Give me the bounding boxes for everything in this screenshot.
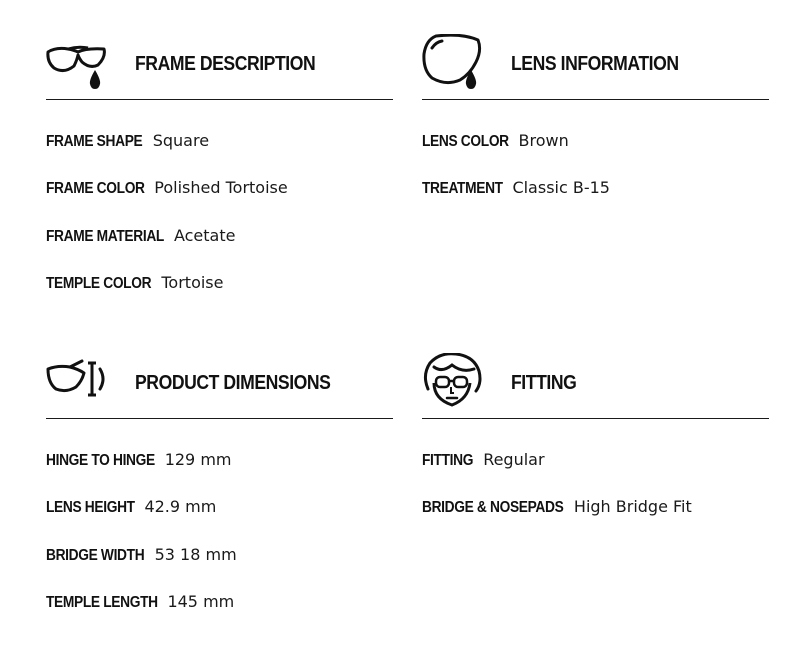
spec-label: BRIDGE WIDTH xyxy=(46,546,145,564)
spec-list xyxy=(422,130,769,225)
spec-label: FRAME COLOR xyxy=(46,180,145,198)
spec-list xyxy=(46,449,393,638)
spec-label: FRAME SHAPE xyxy=(46,133,143,150)
spec-value: Square xyxy=(152,131,210,150)
section-product-dimensions xyxy=(46,353,393,611)
spec-value: High Bridge Fit xyxy=(573,497,692,517)
section-header xyxy=(46,353,393,413)
spec-value: Regular xyxy=(483,450,545,469)
spec-row xyxy=(46,225,393,272)
spec-value: Polished Tortoise xyxy=(154,178,288,198)
spec-label: HINGE TO HINGE xyxy=(46,452,155,469)
spec-label: BRIDGE & NOSEPADS xyxy=(422,499,564,517)
aviator-glasses-drop-icon xyxy=(46,34,110,94)
section-header xyxy=(422,34,769,94)
spec-label: LENS COLOR xyxy=(422,133,509,150)
spec-value: Acetate xyxy=(173,225,236,245)
section-fitting xyxy=(422,353,769,517)
face-with-glasses-icon xyxy=(422,353,486,413)
spec-value: Brown xyxy=(518,131,569,150)
spec-value: 129 mm xyxy=(164,450,232,469)
section-title: FITTING xyxy=(511,372,577,394)
lens-drop-icon xyxy=(422,34,486,94)
spec-label: LENS HEIGHT xyxy=(46,499,135,517)
spec-value: 42.9 mm xyxy=(144,497,217,517)
spec-row xyxy=(46,272,393,319)
section-frame-description xyxy=(46,34,393,292)
spec-row xyxy=(46,496,393,543)
spec-row xyxy=(46,177,393,224)
spec-row xyxy=(422,496,769,543)
spec-label: TEMPLE COLOR xyxy=(46,274,152,292)
section-divider xyxy=(46,418,393,419)
spec-row xyxy=(422,130,769,177)
spec-label: FITTING xyxy=(422,452,474,469)
section-title: LENS INFORMATION xyxy=(511,53,679,75)
spec-row xyxy=(422,177,769,224)
glasses-measure-icon xyxy=(46,353,110,413)
spec-list xyxy=(46,130,393,319)
section-header xyxy=(46,34,393,94)
spec-value: 145 mm xyxy=(167,591,235,611)
section-header xyxy=(422,353,769,413)
spec-value: Tortoise xyxy=(161,272,224,292)
spec-row xyxy=(46,591,393,638)
section-divider xyxy=(422,418,769,419)
spec-label: TEMPLE LENGTH xyxy=(46,593,158,611)
spec-row xyxy=(46,544,393,591)
spec-value: 53 18 mm xyxy=(154,544,237,564)
section-title: FRAME DESCRIPTION xyxy=(135,53,316,75)
section-lens-information xyxy=(422,34,769,198)
spec-value: Classic B-15 xyxy=(512,178,610,198)
spec-row xyxy=(422,449,769,496)
section-title: PRODUCT DIMENSIONS xyxy=(135,372,331,394)
spec-row xyxy=(46,449,393,496)
spec-label: FRAME MATERIAL xyxy=(46,227,164,245)
spec-label: TREATMENT xyxy=(422,180,503,198)
spec-list xyxy=(422,449,769,544)
section-divider xyxy=(422,99,769,100)
spec-row xyxy=(46,130,393,177)
section-divider xyxy=(46,99,393,100)
